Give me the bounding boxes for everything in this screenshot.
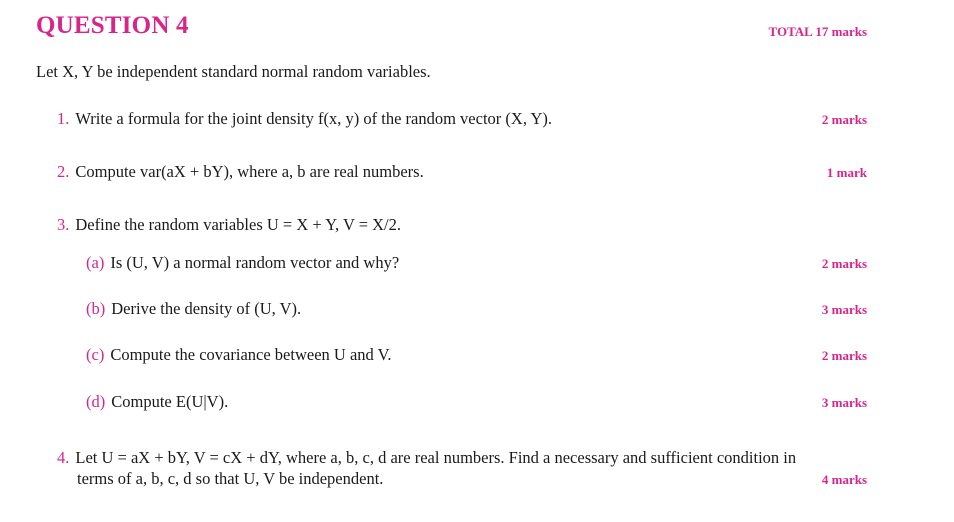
item-1	[57, 109, 867, 129]
item-2-body	[57, 162, 424, 182]
item-1-body	[57, 109, 552, 129]
subitem-a-marks: 2 marks	[821, 256, 867, 271]
item-4-text-line-2: terms of a, b, c, d so that U, V be independent.	[77, 469, 384, 488]
item-2	[57, 162, 867, 182]
subitem-d	[86, 392, 867, 412]
item-4-marks: 4 marks	[821, 472, 867, 487]
total-marks: TOTAL 17 marks	[768, 24, 867, 39]
item-2-marks: 1 mark	[826, 165, 867, 180]
subitem-c-number: (c)	[86, 345, 105, 364]
subitem-a-body	[86, 253, 399, 273]
subitem-a-text: Is (U, V) a normal random vector and why?	[110, 253, 400, 272]
subitem-d-number: (d)	[86, 392, 106, 411]
subitem-b-marks: 3 marks	[821, 302, 867, 317]
item-4	[57, 447, 867, 490]
item-1-text: Write a formula for the joint density f(x, y) of the random vector (X, Y).	[75, 109, 552, 128]
item-2-number: 2.	[57, 162, 70, 181]
subitem-b-number: (b)	[86, 299, 106, 318]
subitem-d-text: Compute E(U|V).	[111, 392, 229, 411]
subitem-c-marks: 2 marks	[821, 348, 867, 363]
item-4-number: 4.	[57, 448, 70, 467]
subitem-c-text: Compute the covariance between U and V.	[110, 345, 392, 364]
subitem-d-body	[86, 392, 228, 412]
item-1-number: 1.	[57, 109, 70, 128]
item-3-text: Define the random variables U = X + Y, V = X/2.	[75, 215, 402, 234]
subitem-b-body	[86, 299, 301, 319]
subitem-a-number: (a)	[86, 253, 105, 272]
question-intro: Let X, Y be independent standard normal random variables.	[36, 62, 431, 81]
item-4-line-1	[57, 447, 867, 468]
item-2-text: Compute var(aX + bY), where a, b are real numbers.	[75, 162, 424, 181]
item-3-number: 3.	[57, 215, 70, 234]
subitem-a	[86, 253, 867, 273]
item-3-body	[57, 215, 401, 235]
subitem-c	[86, 345, 867, 365]
item-3	[57, 215, 867, 235]
subitem-b-text: Derive the density of (U, V).	[111, 299, 302, 318]
subitem-d-marks: 3 marks	[821, 395, 867, 410]
subitem-b	[86, 299, 867, 319]
item-1-marks: 2 marks	[821, 112, 867, 127]
subitem-c-body	[86, 345, 392, 365]
item-4-line-2	[57, 468, 867, 490]
item-4-text-line-1: Let U = aX + bY, V = cX + dY, where a, b, c, d are real numbers. Find a necessary and sufficient condition in	[75, 448, 797, 467]
question-title: QUESTION 4	[36, 12, 189, 39]
